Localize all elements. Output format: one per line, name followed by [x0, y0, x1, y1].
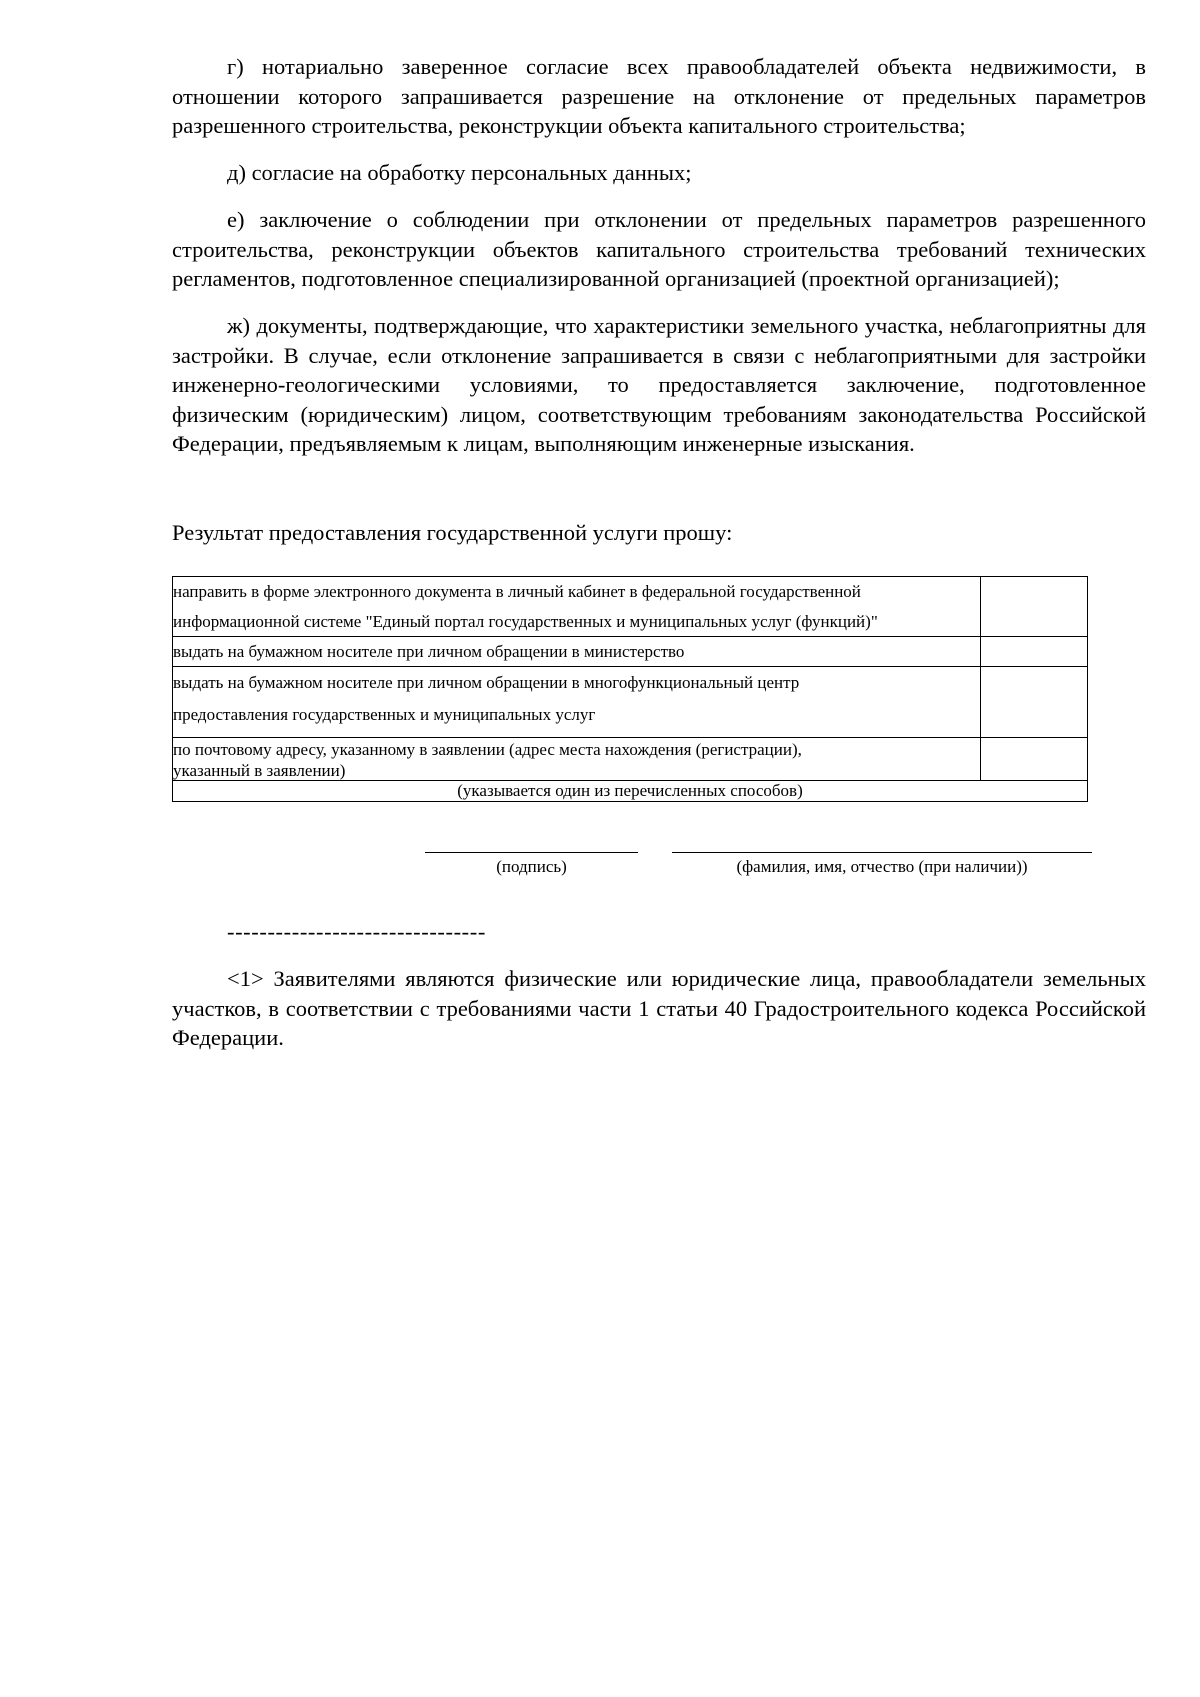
result-heading: Результат предоставления государственной услуги прошу:: [172, 520, 733, 545]
table-row: [173, 667, 1088, 738]
option-text-line: по почтовому адресу, указанному в заявлении (адрес места нахождения (регистрации),: [173, 740, 802, 759]
table-row: [173, 637, 1088, 667]
paragraph-g: г) нотариально заверенное согласие всех правообладателей объекта недвижимости, в отношении которого запрашивается разрешение на отклонение от предельных параметров разрешенного строительства, реконструкции объекта капитального строительства;: [172, 54, 1146, 138]
full-name-caption: (фамилия, имя, отчество (при наличии)): [736, 857, 1028, 876]
option-label-mfc: [173, 667, 981, 738]
signature-block: [172, 852, 1146, 892]
option-text-line: указанный в заявлении): [173, 761, 346, 780]
option-checkbox-post[interactable]: [981, 738, 1088, 781]
paragraph-e: е) заключение о соблюдении при отклонении от предельных параметров разрешенного строительства, реконструкции объектов капитального строительства требований технических регламентов, подготовленное специализированной организацией (проектной организацией);: [172, 207, 1146, 291]
result-options-table: [172, 576, 1088, 802]
table-row: [173, 738, 1088, 781]
option-text-line: выдать на бумажном носителе при личном обращении в многофункциональный центр: [173, 673, 800, 692]
table-row: [173, 781, 1088, 802]
footnote-text: <1> Заявителями являются физические или юридические лица, правообладатели земельных участков, в соответствии с требованиями части 1 статьи 40 Градостроительного кодекса Российской Федерации.: [172, 966, 1146, 1050]
signature-line[interactable]: [425, 852, 638, 853]
full-name-line[interactable]: [672, 852, 1092, 853]
option-label-ministry: [173, 637, 981, 667]
option-text-line: выдать на бумажном носителе при личном обращении в министерство: [173, 642, 685, 661]
option-checkbox-mfc[interactable]: [981, 667, 1088, 738]
option-checkbox-ministry[interactable]: [981, 637, 1088, 667]
option-text-line: предоставления государственных и муниципальных услуг: [173, 705, 596, 724]
option-label-electronic: [173, 577, 981, 637]
table-note: (указывается один из перечисленных способов): [457, 781, 803, 800]
option-label-post: [173, 738, 981, 781]
signature-caption: (подпись): [496, 857, 567, 876]
paragraph-d: д) согласие на обработку персональных данных;: [227, 160, 692, 185]
option-text-line: информационной системе "Единый портал государственных и муниципальных услуг (функций)": [173, 611, 878, 631]
table-row: [173, 577, 1088, 637]
paragraph-zh: ж) документы, подтверждающие, что характеристики земельного участка, неблагоприятны для застройки. В случае, если отклонение запрашивается в связи с неблагоприятными для застройки инженерно-геологическими условиями, то предоставляется заключение, подготовленное физическим (юридическим) лицом, соответствующим требованиям законодательства Российской Федерации, предъявляемым к лицам, выполняющим инженерные изыскания.: [172, 313, 1146, 456]
table-note-cell: [173, 781, 1088, 802]
option-text-line: направить в форме электронного документа в личный кабинет в федеральной государственной: [173, 582, 861, 601]
footnote-separator: --------------------------------: [227, 919, 486, 944]
option-checkbox-electronic[interactable]: [981, 577, 1088, 637]
